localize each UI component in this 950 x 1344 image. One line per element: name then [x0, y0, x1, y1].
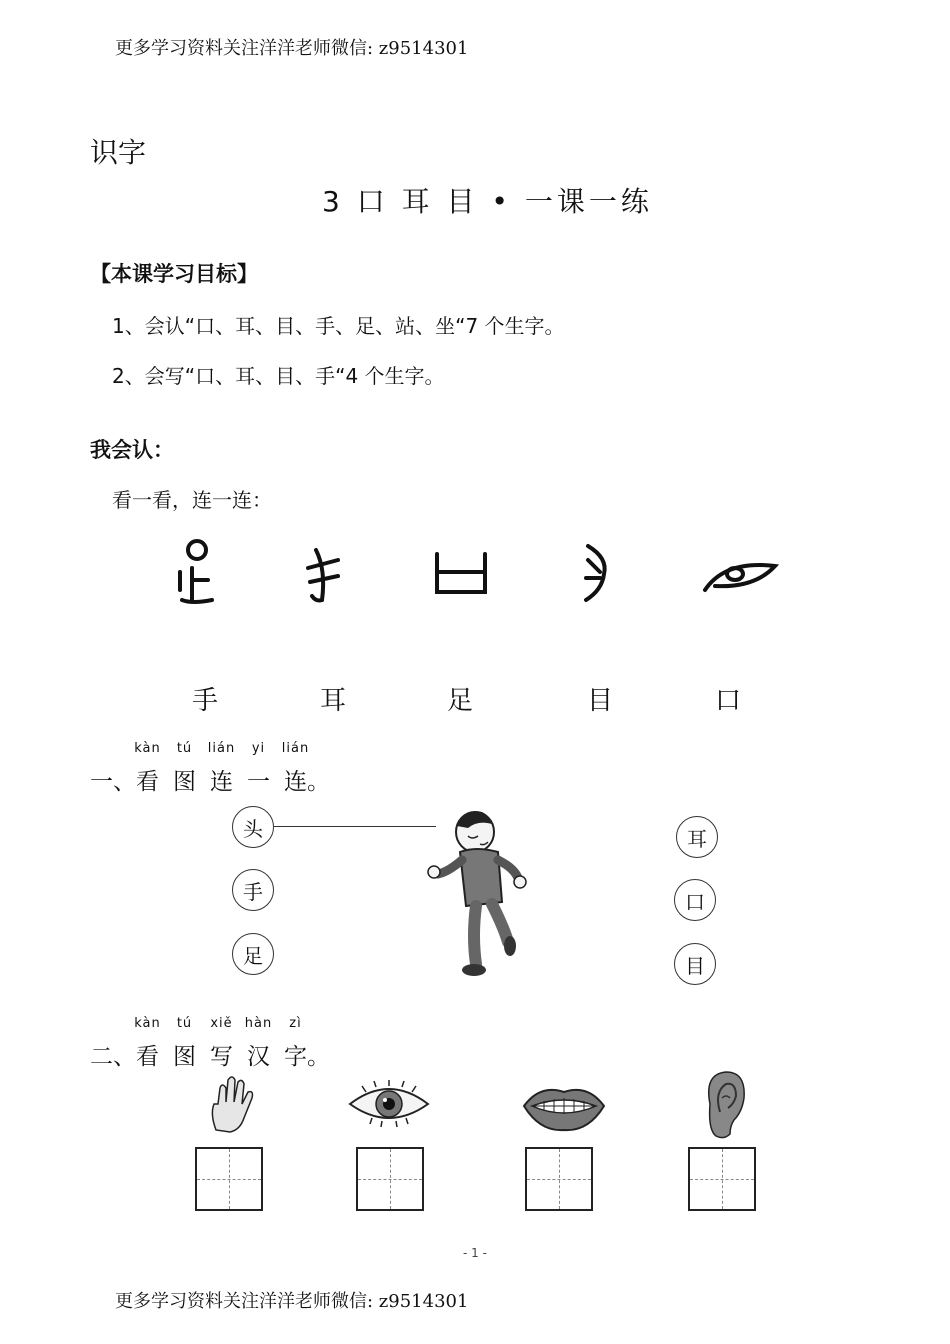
- pinyin: tú: [176, 741, 193, 756]
- question-char: 图: [173, 1044, 196, 1070]
- writing-grid[interactable]: [356, 1147, 424, 1211]
- question-char: 一: [247, 769, 270, 795]
- question-number: 一、: [90, 769, 136, 795]
- lesson-title: 3 口 耳 目 • 一课一练: [322, 185, 653, 218]
- question-char: 连: [284, 769, 307, 795]
- connecting-line: [274, 826, 436, 827]
- recognize-instruction: 看一看，连一连：: [112, 488, 272, 512]
- circle-shou[interactable]: 手: [232, 869, 274, 911]
- page-number: - 1 -: [463, 1246, 487, 1260]
- question-1: [90, 741, 330, 796]
- question-char: 字: [284, 1044, 307, 1070]
- question-number: 二、: [90, 1044, 136, 1070]
- page-footer: 更多学习资料关注洋洋老师微信: z9514301: [115, 1291, 469, 1312]
- pinyin: xiě: [210, 1016, 233, 1031]
- punctuation: 。: [307, 1044, 330, 1070]
- pinyin: zì: [289, 1016, 302, 1031]
- ancient-zu-glyph: [152, 530, 242, 620]
- ancient-mu-glyph: [695, 530, 785, 620]
- modern-char: 目: [586, 686, 613, 716]
- pinyin: kàn: [134, 1016, 161, 1031]
- recognize-heading: 我会认：: [90, 438, 174, 462]
- modern-char: 耳: [319, 686, 346, 716]
- pinyin: yi: [251, 741, 266, 756]
- circle-tou[interactable]: 头: [232, 806, 274, 848]
- pinyin: tú: [176, 1016, 193, 1031]
- boy-walking-illustration: [420, 806, 540, 982]
- question-char: 汉: [247, 1044, 270, 1070]
- writing-grid[interactable]: [195, 1147, 263, 1211]
- question-char: 写: [210, 1044, 233, 1070]
- goals-heading: 【本课学习目标】: [90, 262, 258, 286]
- pinyin: kàn: [134, 741, 161, 756]
- ancient-kou-glyph: [415, 530, 505, 620]
- ear-icon: [700, 1068, 748, 1140]
- modern-char: 手: [191, 686, 218, 716]
- modern-char: 足: [446, 686, 473, 716]
- circle-er[interactable]: 耳: [676, 816, 718, 858]
- circle-zu[interactable]: 足: [232, 933, 274, 975]
- question-char: 图: [173, 769, 196, 795]
- page-header: 更多学习资料关注洋洋老师微信: z9514301: [115, 38, 469, 59]
- hand-icon: [204, 1074, 260, 1134]
- modern-char: 口: [714, 686, 741, 716]
- question-char: 看: [136, 769, 159, 795]
- section-label: 识字: [90, 136, 147, 169]
- goal-item-2: 2、会写“口、耳、目、手“4 个生字。: [112, 364, 445, 388]
- question-char: 连: [210, 769, 233, 795]
- pinyin: lián: [207, 741, 236, 756]
- writing-grid[interactable]: [525, 1147, 593, 1211]
- writing-grid[interactable]: [688, 1147, 756, 1211]
- question-char: 看: [136, 1044, 159, 1070]
- circle-kou[interactable]: 口: [674, 879, 716, 921]
- eye-icon: [346, 1080, 432, 1132]
- pinyin: hàn: [244, 1016, 273, 1031]
- ancient-er-glyph: [550, 530, 640, 620]
- ancient-shou-glyph: [282, 530, 372, 620]
- pinyin: lián: [281, 741, 310, 756]
- question-2: [90, 1016, 330, 1071]
- mouth-icon: [520, 1080, 608, 1134]
- circle-mu[interactable]: 目: [674, 943, 716, 985]
- punctuation: 。: [307, 769, 330, 795]
- goal-item-1: 1、会认“口、耳、目、手、足、站、坐“7 个生字。: [112, 314, 565, 338]
